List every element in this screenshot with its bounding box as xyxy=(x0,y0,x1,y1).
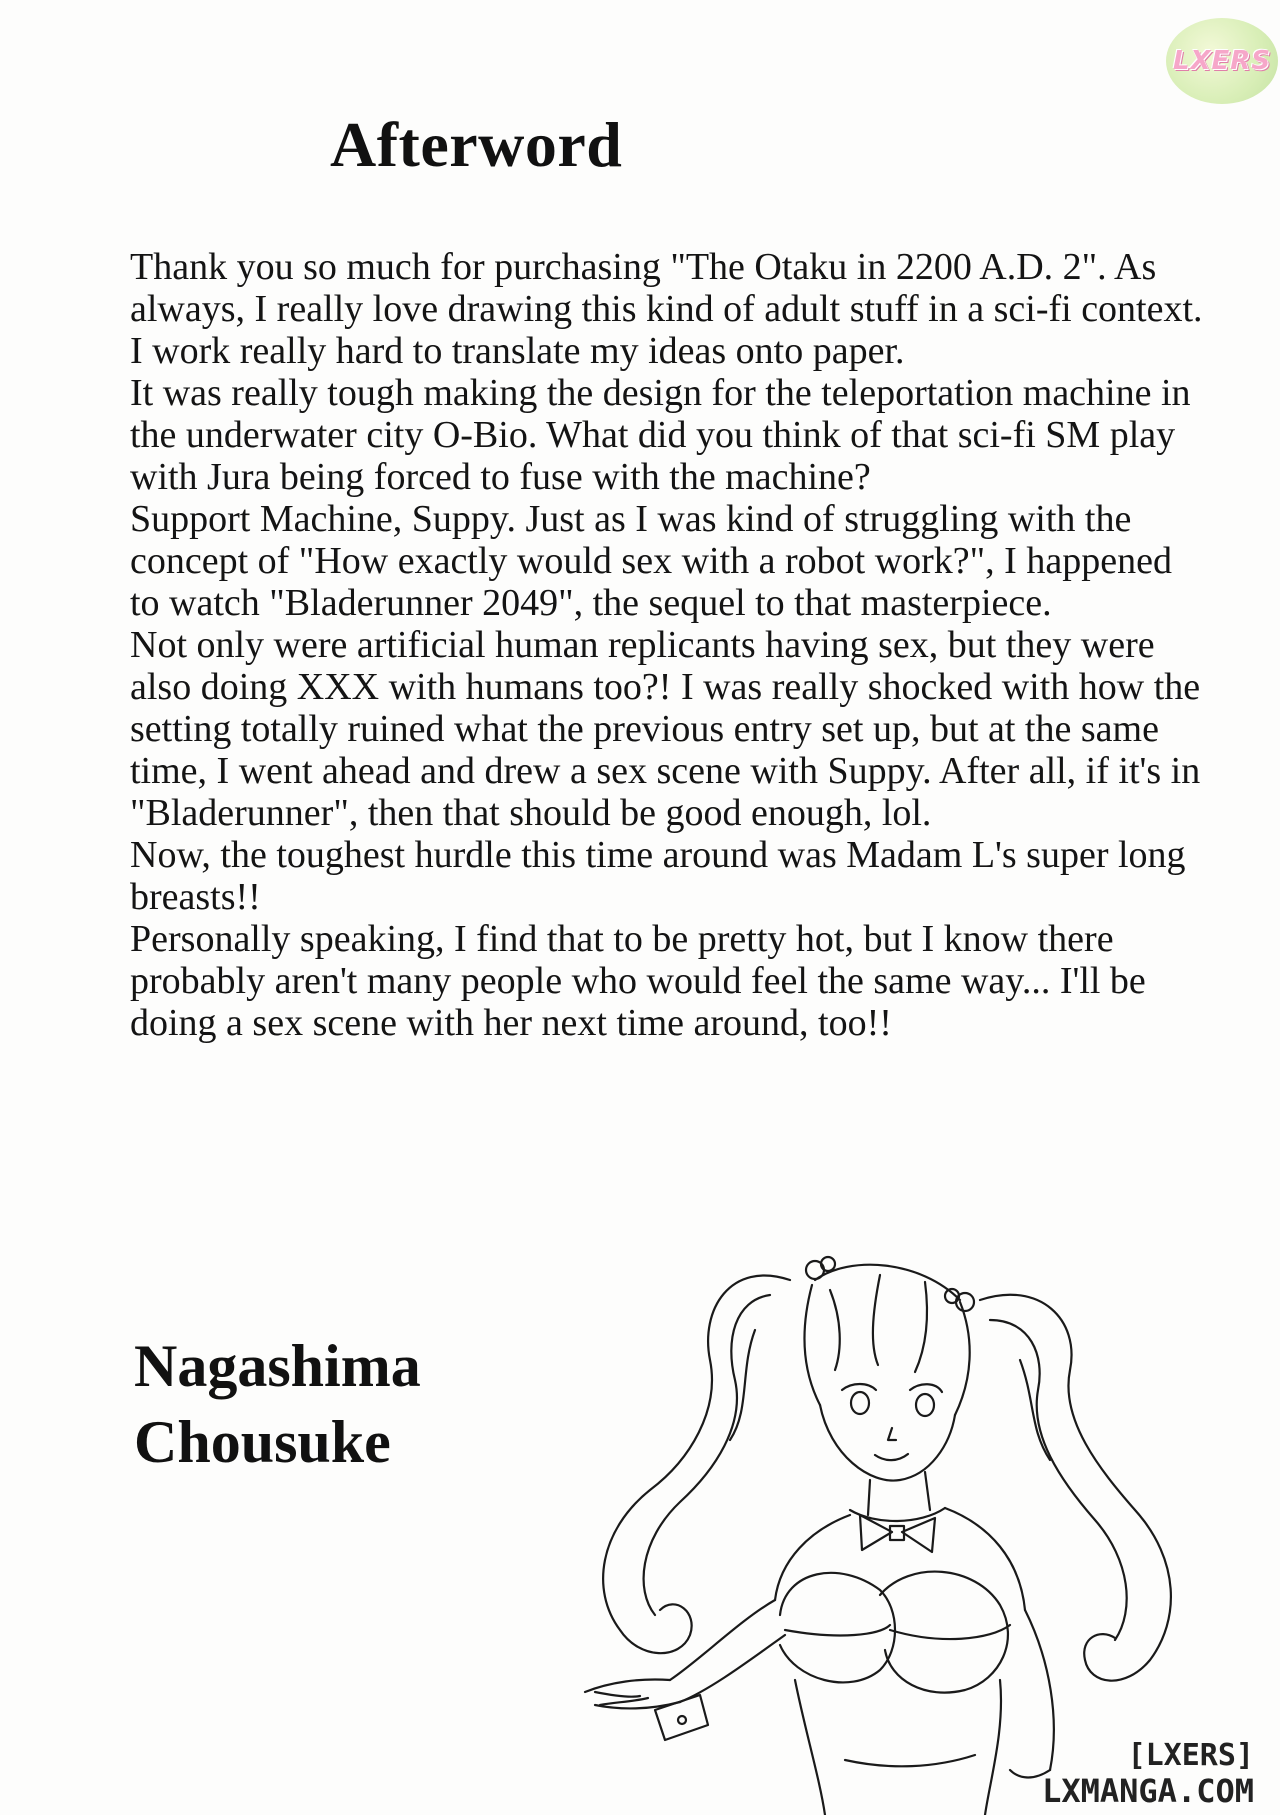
paragraph: Support Machine, Suppy. Just as I was kind of struggling with the concept of "How exactly would sex with a robot work?", I happened to watch "Bladerunner 2049", the sequel to that masterpiece. xyxy=(130,498,1172,624)
lxers-logo xyxy=(1166,18,1278,104)
watermark-brand: [LXERS] xyxy=(1127,1738,1254,1773)
paragraph: Personally speaking, I find that to be pretty hot, but I know there probably aren't many people who would feel the same way... I'll be doing a sex scene with her next time around, too!! xyxy=(130,918,1146,1044)
paragraph: It was really tough making the design for the teleportation machine in the underwater city O-Bio. What did you think of that sci-fi SM play with Jura being forced to fuse with the machine? xyxy=(130,372,1191,498)
paragraph: Thank you so much for purchasing "The Otaku in 2200 A.D. 2". As always, I really love drawing this kind of adult stuff in a sci-fi context. I work really hard to translate my ideas onto paper. xyxy=(130,246,1203,372)
author-first-line: Nagashima xyxy=(134,1333,421,1399)
site-watermark xyxy=(1042,1739,1254,1809)
page-title: Afterword xyxy=(330,109,623,180)
afterword-body xyxy=(130,246,1210,1044)
author-signature xyxy=(134,1328,421,1480)
logo-text: LXERS xyxy=(1172,46,1272,76)
paragraph: Now, the toughest hurdle this time around was Madam L's super long breasts!! xyxy=(130,834,1186,918)
paragraph: Not only were artificial human replicants having sex, but they were also doing XXX with humans too?! I was really shocked with how the setting totally ruined what the previous entry set up, but at the same time, I went ahead and drew a sex scene with Suppy. After all, if it's in "Bladerunner", then that should be good enough, lol. xyxy=(130,624,1201,834)
bunny-girl-illustration xyxy=(580,1240,1220,1815)
watermark-url: LXMANGA.COM xyxy=(1042,1772,1254,1810)
author-second-line: Chousuke xyxy=(134,1409,391,1475)
